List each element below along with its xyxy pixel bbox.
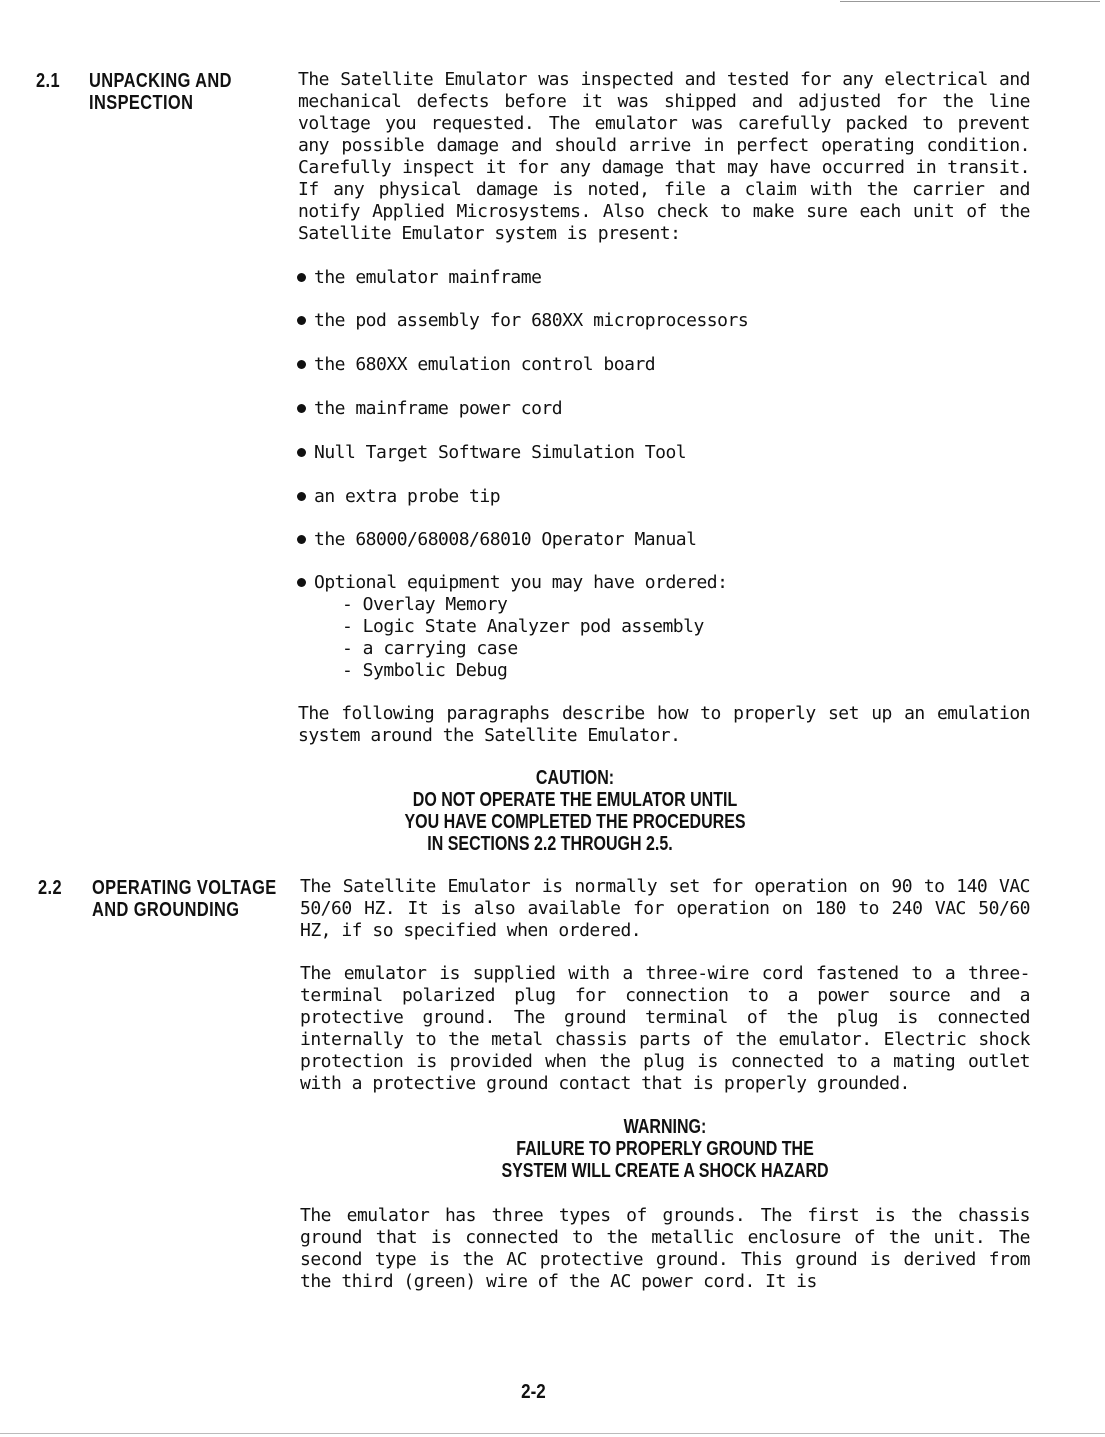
section-2-1-intro: The Satellite Emulator was inspected and tested for any electrical and mechanical defects before it was shipped and adjusted for the line voltage you requested. The emulator was carefully packed to prevent any possible damage and should arrive in perfect operating condition. Carefully inspect it for any damage that may have occurred in transit. If any physical damage is noted, file a claim with the carrier and notify Applied Microsystems. Also check to make sure each unit of the Satellite Emulator system is present: xyxy=(298,69,1030,244)
scan-artifact-bottom xyxy=(0,1433,1105,1434)
list-item: an extra probe tip xyxy=(297,486,500,508)
section-2-2-number: 2.2 xyxy=(38,877,63,899)
section-2-2-para-1: The Satellite Emulator is normally set for operation on 90 to 140 VAC 50/60 HZ. It is also available for operation on 180 to 240 VAC 50/60 HZ, if so specified when ordered. xyxy=(300,876,1030,941)
bullet-icon xyxy=(297,273,306,282)
section-2-2-para-3: The emulator has three types of grounds. The first is the chassis ground that is connected to the metallic enclosure of the unit. The second type is the AC protective ground. This ground is derived from the third (green) wire of the AC power cord. It is xyxy=(300,1205,1030,1292)
section-2-1-closing: The following paragraphs describe how to properly set up an emulation system around the Satellite Emulator. xyxy=(298,703,1030,746)
optional-item: - Overlay Memory xyxy=(342,594,508,615)
warning-heading: WARNING: xyxy=(623,1116,707,1138)
bullet-icon xyxy=(297,316,306,325)
optional-item: - Logic State Analyzer pod assembly xyxy=(342,616,704,637)
optional-item: - Symbolic Debug xyxy=(342,660,508,681)
list-item: Optional equipment you may have ordered: xyxy=(297,572,727,594)
caution-line: YOU HAVE COMPLETED THE PROCEDURES xyxy=(404,811,746,833)
section-2-1-title: UNPACKING AND INSPECTION xyxy=(89,70,232,114)
list-item: the 68000/68008/68010 Operator Manual xyxy=(297,529,696,551)
section-2-2-para-2: The emulator is supplied with a three-wire cord fastened to a three-terminal polarized plug for connection to a power source and a protective ground. The ground terminal of the plug is connected internally to the metal chassis parts of the emulator. Electric shock protection is provided when the plug is connected to a mating outlet with a protective ground contact that is properly grounded. xyxy=(300,963,1030,1094)
caution-heading: CAUTION: xyxy=(535,767,615,789)
bullet-icon xyxy=(297,492,306,501)
section-2-2-title: OPERATING VOLTAGE AND GROUNDING xyxy=(92,877,277,921)
bullet-icon xyxy=(297,578,306,587)
warning-line: SYSTEM WILL CREATE A SHOCK HAZARD xyxy=(501,1160,829,1182)
caution-line: DO NOT OPERATE THE EMULATOR UNTIL xyxy=(412,789,738,811)
optional-item: - a carrying case xyxy=(342,638,518,659)
list-item: Null Target Software Simulation Tool xyxy=(297,442,686,464)
warning-line: FAILURE TO PROPERLY GROUND THE xyxy=(516,1138,814,1160)
section-2-1-number: 2.1 xyxy=(36,70,61,92)
list-item: the pod assembly for 680XX microprocessors xyxy=(297,310,748,332)
list-item: the mainframe power cord xyxy=(297,398,562,420)
bullet-icon xyxy=(297,404,306,413)
caution-line: IN SECTIONS 2.2 THROUGH 2.5. xyxy=(427,833,673,855)
list-item: the 680XX emulation control board xyxy=(297,354,655,376)
bullet-icon xyxy=(297,360,306,369)
bullet-icon xyxy=(297,448,306,457)
scan-artifact-top xyxy=(840,1,1100,2)
page-number: 2-2 xyxy=(521,1381,546,1403)
list-item: the emulator mainframe xyxy=(297,267,541,289)
bullet-icon xyxy=(297,535,306,544)
